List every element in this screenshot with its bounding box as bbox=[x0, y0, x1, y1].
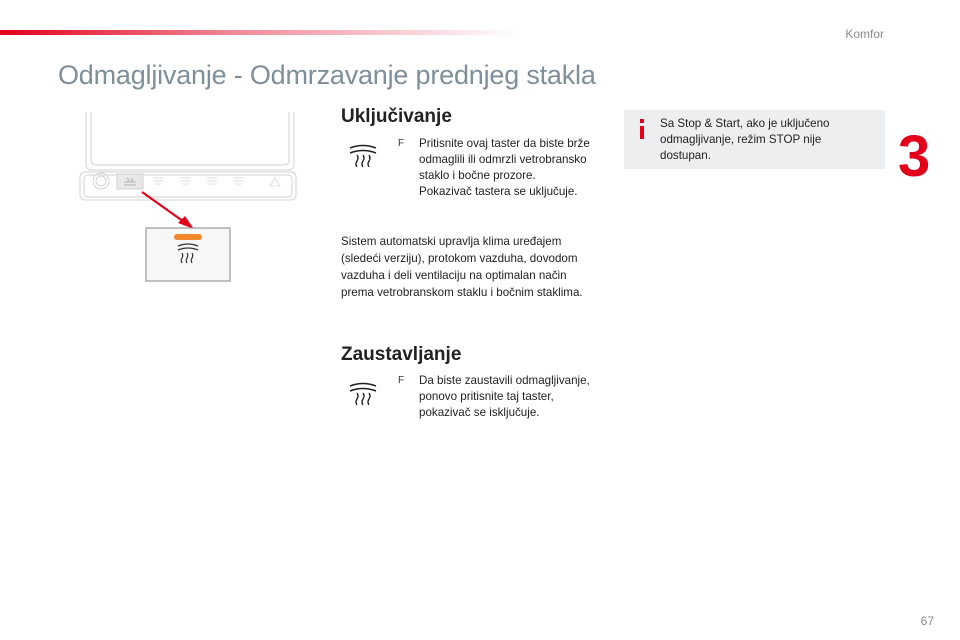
pointer-arrow bbox=[142, 192, 194, 229]
step-line: pokazivač se isključuje. bbox=[419, 406, 540, 419]
info-line: dostupan. bbox=[660, 149, 711, 162]
windscreen-defrost-icon bbox=[347, 381, 379, 405]
paragraph-line: (sledeći verziju), protokom vazduha, dovodom bbox=[341, 252, 578, 265]
step-line: Da biste zaustavili odmagljivanje, bbox=[419, 374, 590, 387]
header-color-bar bbox=[0, 30, 520, 35]
paragraph-line: vazduha i deli ventilaciju na optimalan način bbox=[341, 269, 567, 282]
step-line: staklo i bočne prozore. bbox=[419, 169, 536, 182]
indicator-light bbox=[174, 234, 202, 240]
activation-step bbox=[419, 136, 590, 200]
step-line: ponovo pritisnite taj taster, bbox=[419, 390, 554, 403]
paragraph-line: prema vetrobranskom staklu i bočnim staklima. bbox=[341, 286, 583, 299]
deactivation-heading: Zaustavljanje bbox=[341, 344, 462, 365]
system-description bbox=[341, 233, 607, 301]
info-icon bbox=[635, 117, 649, 141]
defrost-button-closeup bbox=[146, 228, 230, 281]
bullet-marker: F bbox=[398, 138, 405, 149]
step-line: Pritisnite ovaj taster da biste brže bbox=[419, 137, 590, 150]
step-line: odmaglili ili odmrzli vetrobransko bbox=[419, 153, 587, 166]
activation-heading: Uključivanje bbox=[341, 106, 452, 127]
page-title: Odmagljivanje - Odmrzavanje prednjeg stakla bbox=[58, 60, 596, 90]
screen-frame bbox=[86, 112, 294, 170]
control-panel bbox=[80, 172, 296, 200]
info-line: odmagljivanje, režim STOP nije bbox=[660, 133, 822, 146]
section-header: Komfor bbox=[845, 27, 884, 41]
info-text bbox=[660, 116, 875, 164]
paragraph-line: Sistem automatski upravlja klima uređajem bbox=[341, 235, 562, 248]
windscreen-defrost-icon bbox=[347, 143, 379, 167]
info-line: Sa Stop & Start, ako je uključeno bbox=[660, 117, 830, 130]
dashboard-illustration bbox=[74, 112, 304, 287]
bullet-marker: F bbox=[398, 375, 405, 386]
chapter-number: 3 bbox=[898, 124, 931, 189]
page-number: 67 bbox=[920, 614, 934, 628]
deactivation-step bbox=[419, 373, 590, 421]
step-line: Pokazivač tastera se uključuje. bbox=[419, 185, 578, 198]
info-note bbox=[624, 110, 885, 169]
